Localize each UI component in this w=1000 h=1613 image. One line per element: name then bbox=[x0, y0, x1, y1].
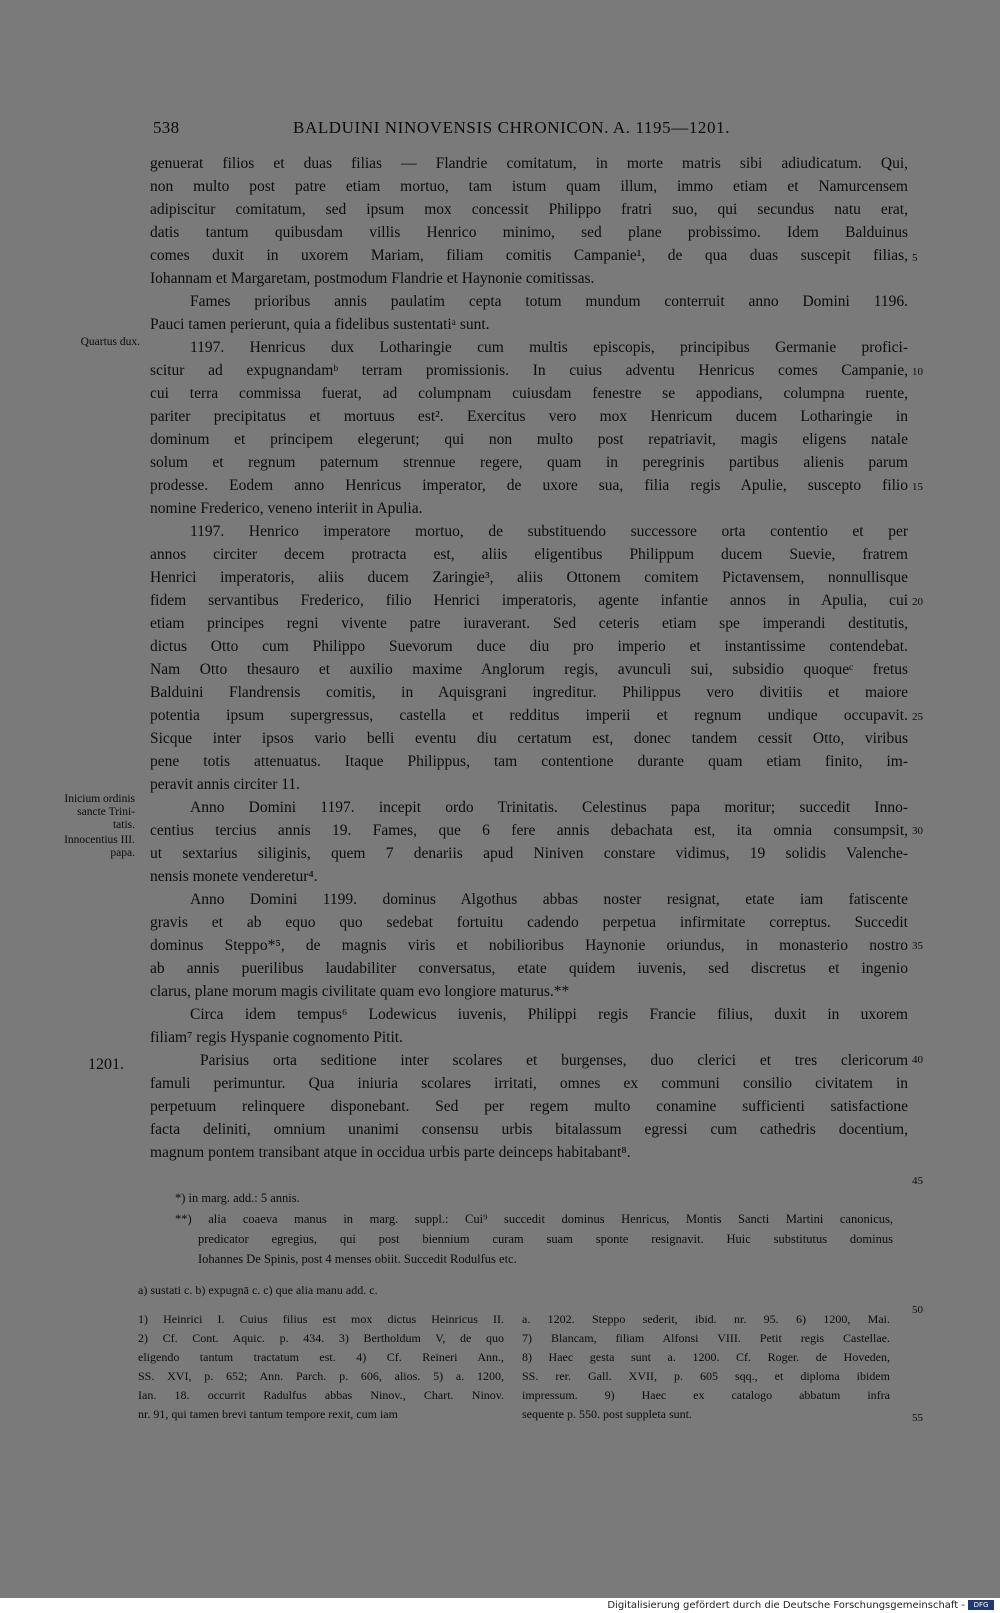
text-line: datis tantum quibusdam villis Henrico minimo, sed plane probissimo. Idem Balduinus bbox=[150, 224, 908, 241]
text-line: filiam⁷ regis Hyspanie cognomento Pitit. bbox=[150, 1029, 403, 1046]
text-line: genuerat filios et duas filias — Flandrie comitatum, in morte matris sibi adiudicatum. Qui, bbox=[150, 155, 908, 172]
line-number: 50 bbox=[912, 1304, 923, 1316]
text-line: solum et regnum paternum strennue regere, quam in peregrinis partibus alienis parum bbox=[150, 454, 908, 471]
text-line: 1197. Henricus dux Lotharingie cum multis episcopis, principibus Germanie profici- bbox=[190, 339, 908, 356]
text-line: Nam Otto thesauro et auxilio maxime Anglorum regis, avunculi sui, subsidio quoqueᶜ fretus bbox=[150, 661, 908, 678]
text-line: perpetuum relinquere disponebant. Sed per regem multo conamine sufficienti satisfactione bbox=[150, 1098, 908, 1115]
text-line: Fames prioribus annis paulatim cepta totum mundum conterruit anno Domini 1196. bbox=[190, 293, 908, 310]
text-line: gravis et ab equo quo sedebat fortuitu cadendo perpetua infirmitate correptus. Succedit bbox=[150, 914, 908, 931]
text-line: magnum pontem transibant atque in occidua urbis parte deinceps habitabant⁸. bbox=[150, 1144, 631, 1161]
line-number: 5 bbox=[912, 252, 918, 264]
text-line: pariter precipitatus et mortuus est². Exercitus vero mox Henricum ducem Lotharingie in bbox=[150, 408, 908, 425]
note-line: impressum. 9) Haec ex catalogo abbatum infra bbox=[522, 1388, 890, 1402]
margin-note-initium-ordinis: Inicium ordinis sancte Trini- tatis. bbox=[64, 793, 135, 831]
line-number: 30 bbox=[912, 825, 923, 837]
note-line: 2) Cf. Cont. Aquic. p. 434. 3) Bertholdum V, de quo bbox=[138, 1331, 504, 1345]
margin-year-1201: 1201. bbox=[88, 1056, 124, 1073]
line-number: 10 bbox=[912, 366, 923, 378]
dfg-logo-icon: DFG bbox=[968, 1600, 994, 1610]
line-number: 15 bbox=[912, 481, 923, 493]
text-line: Balduini Flandrensis comitis, in Aquisgrani ingreditur. Philippus vero divitiis et maiore bbox=[150, 684, 908, 701]
text-line: Circa idem tempus⁶ Lodewicus iuvenis, Philippi regis Francie filius, duxit in uxorem bbox=[190, 1006, 908, 1023]
text-line: dominum et principem elegerunt; qui non multo post repatriavit, magis eligens natale bbox=[150, 431, 908, 448]
text-line: Iohannam et Margaretam, postmodum Flandrie et Haynonie comitissas. bbox=[150, 270, 595, 287]
text-line: Henrici imperatoris, aliis ducem Zaringie³, aliis Ottonem comitem Pictavensem, nonnullisque bbox=[150, 569, 908, 586]
note-line: sequente p. 550. post suppleta sunt. bbox=[522, 1407, 692, 1421]
text-line: centius tercius annis 19. Fames, que 6 fere annis debachata est, ita omnia consumpsit, bbox=[150, 822, 908, 839]
text-line: potentia ipsum supergressus, castella et redditus imperii et regnum undique occupavit. bbox=[150, 707, 908, 724]
apparatus-criticus: a) sustati c. b) expugnā c. c) que alia manu add. c. bbox=[138, 1283, 378, 1297]
text-line: famuli perimuntur. Qua iniuria scolares irritati, omnes ex communi consilio civitatem in bbox=[150, 1075, 908, 1092]
footnote-line: predicator egregius, qui post biennium curam suam sponte resignavit. Huic substitutus dominus bbox=[198, 1232, 893, 1246]
text-line: 1197. Henrico imperatore mortuo, de substituendo successore orta contentio et per bbox=[190, 523, 908, 540]
margin-note-quartus-dux: Quartus dux. bbox=[80, 336, 140, 348]
note-line: 8) Haec gesta sunt a. 1200. Cf. Roger. de Hoveden, bbox=[522, 1350, 890, 1364]
line-number: 55 bbox=[912, 1412, 923, 1424]
note-line: a. 1202. Steppo sederit, ibid. nr. 95. 6) 1200, Mai. bbox=[522, 1312, 890, 1326]
text-line: cui terra commissa fuerat, ad columpnam cuiusdam fenestre se appodians, columpna ruente, bbox=[150, 385, 908, 402]
line-number: 45 bbox=[912, 1175, 923, 1187]
text-line: fidem servantibus Frederico, filio Henrici imperatoris, agente infantie annos in Apulia, cui bbox=[150, 592, 908, 609]
note-line: 7) Blancam, filiam Alfonsi VIII. Petit regis Castellae. bbox=[522, 1331, 890, 1345]
note-line: Ian. 18. occurrit Radulfus abbas Ninov., Chart. Ninov. bbox=[138, 1388, 504, 1402]
text-line: Anno Domini 1199. dominus Algothus abbas noster resignat, etate iam fatiscente bbox=[190, 891, 908, 908]
note-line: nr. 91, qui tamen brevi tantum tempore rexit, cum iam bbox=[138, 1407, 398, 1421]
margin-note-innocentius: Innocentius III. papa. bbox=[64, 834, 135, 859]
text-line: nomine Frederico, veneno interiit in Apulia. bbox=[150, 500, 423, 517]
text-line: ut sextarius siliginis, quem 7 denariis apud Niniven constare vidimus, 19 solidis Valenche- bbox=[150, 845, 908, 862]
text-line: clarus, plane morum magis civilitate quam evo longiore maturus.** bbox=[150, 983, 570, 1000]
text-line: comes duxit in uxorem Mariam, filiam comitis Campanie¹, de qua duas suscepit filias, bbox=[150, 247, 908, 264]
text-line: dominus Steppo*⁵, de magnis viris et nobilioribus Haynonie oriundus, in monasterio nostro bbox=[150, 937, 908, 954]
line-number: 25 bbox=[912, 711, 923, 723]
text-line: etiam principes regni vivente patre iuraverant. Sed ceteris etiam spe imperandi destitutis, bbox=[150, 615, 908, 632]
footnote-line: **) alia coaeva manus in marg. suppl.: Cui⁹ succedit dominus Henricus, Montis Sancti Martini canonicus, bbox=[175, 1212, 893, 1226]
line-number: 20 bbox=[912, 596, 923, 608]
text-line: ab annis puerilibus laudabiliter conversatus, etate quidem iuvenis, sed discretus et ingenio bbox=[150, 960, 908, 977]
text-line: facta deliniti, omnium unanimi consensu urbis bitalassum egressi cum cathedris docentium, bbox=[150, 1121, 908, 1138]
footnote-line: *) in marg. add.: 5 annis. bbox=[175, 1191, 300, 1205]
note-line: SS. XVI, p. 652; Ann. Parch. p. 606, alios. 5) a. 1200, bbox=[138, 1369, 504, 1383]
text-line: pene totis attenuatus. Itaque Philippus, tam contentione durante quam etiam finito, im- bbox=[150, 753, 908, 770]
line-number: 35 bbox=[912, 940, 923, 952]
running-title: BALDUINI NINOVENSIS CHRONICON. A. 1195—1201. bbox=[293, 118, 731, 137]
note-line: SS. rer. Gall. XVII, p. 605 sqq., et diploma ibidem bbox=[522, 1369, 890, 1383]
text-line: non multo post patre etiam mortuo, tam istum quam illum, immo etiam et Namurcensem bbox=[150, 178, 908, 195]
note-line: 1) Heinrici I. Cuius filius est mox dictus Heinricus II. bbox=[138, 1312, 504, 1326]
footnote-line: Iohannes De Spinis, post 4 menses obiit. Succedit Rodulfus etc. bbox=[198, 1252, 517, 1266]
page-number: 538 bbox=[153, 118, 180, 137]
line-number: 40 bbox=[912, 1054, 923, 1066]
text-line: annos circiter decem protracta est, aliis eligentibus Philippum ducem Suevie, fratrem bbox=[150, 546, 908, 563]
text-line: Anno Domini 1197. incepit ordo Trinitatis. Celestinus papa moritur; succedit Inno- bbox=[190, 799, 908, 816]
note-line: eligendo tantum tractatum est. 4) Cf. Reineri Ann., bbox=[138, 1350, 504, 1364]
text-line: peravit annis circiter 11. bbox=[150, 776, 301, 793]
text-line: dictus Otto cum Philippo Suevorum duce diu pro imperio et instantissime contendebat. bbox=[150, 638, 908, 655]
text-line: Parisius orta seditione inter scolares et burgenses, duo clerici et tres clericorum bbox=[200, 1052, 908, 1069]
text-line: Pauci tamen perierunt, quia a fidelibus sustentatiᵃ sunt. bbox=[150, 316, 490, 333]
text-line: adipiscitur comitatum, sed ipsum mox concessit Philippo fratri suo, qui secundus natu erat, bbox=[150, 201, 908, 218]
text-line: nensis monete venderetur⁴. bbox=[150, 868, 318, 885]
text-line: Sicque inter ipsos vario belli eventu diu certatum est, donec tandem cessit Otto, viribus bbox=[150, 730, 908, 747]
digitization-credit: Digitalisierung gefördert durch die Deutsche Forschungsgemeinschaft - DFG bbox=[607, 1599, 994, 1612]
text-line: scitur ad expugnandamᵇ terram promissionis. In cuius adventu Henricus comes Campanie, bbox=[150, 362, 908, 379]
text-line: prodesse. Eodem anno Henricus imperator, de uxore sua, filia regis Apulie, suscepto filio bbox=[150, 477, 908, 494]
